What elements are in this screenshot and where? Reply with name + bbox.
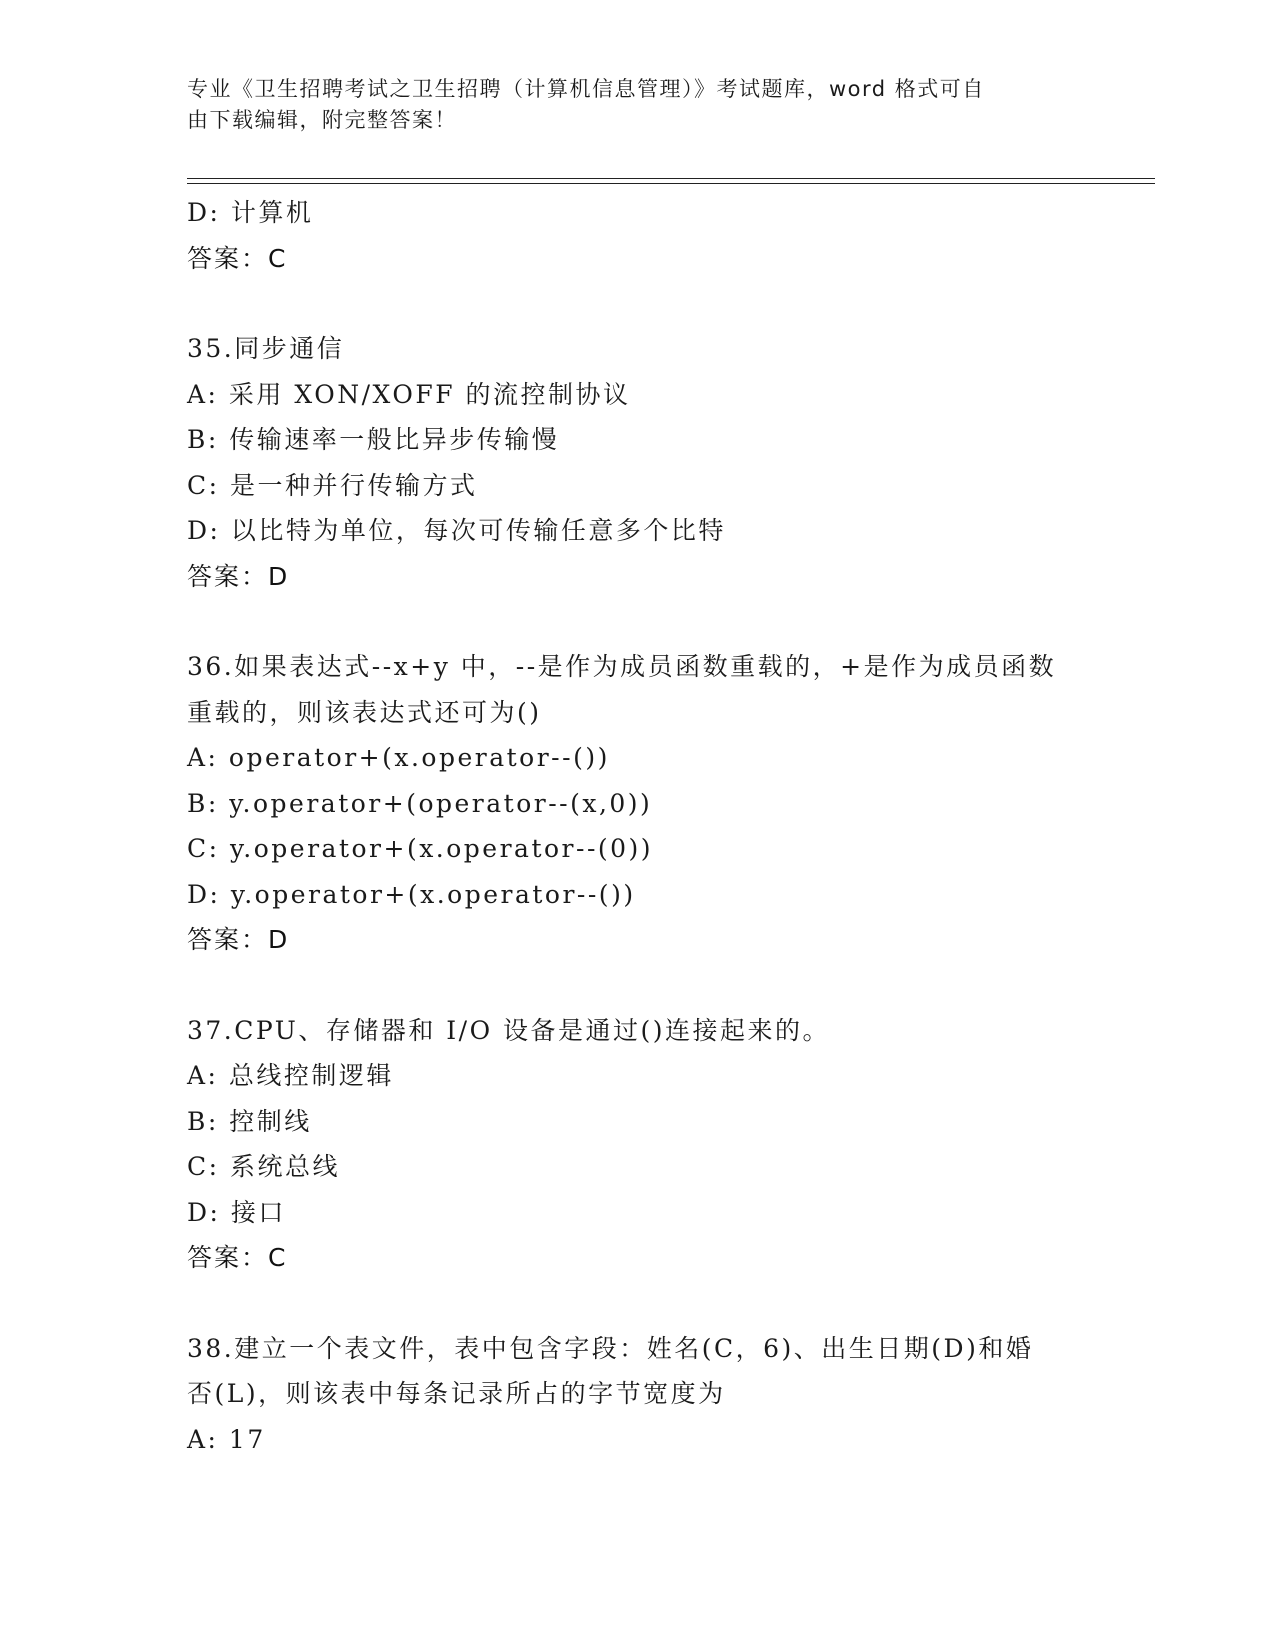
option-line: B: 传输速率一般比异步传输慢 bbox=[187, 425, 560, 454]
question-block bbox=[187, 644, 1087, 963]
question-block bbox=[187, 190, 1087, 281]
option-line: D: 计算机 bbox=[187, 198, 314, 227]
document-header bbox=[187, 74, 1067, 136]
option-line: B: 控制线 bbox=[187, 1106, 312, 1136]
option-line: C: 是一种并行传输方式 bbox=[187, 470, 478, 500]
header-line-2: 由下载编辑，附完整答案！ bbox=[187, 108, 457, 132]
question-stem: 38.建立一个表文件，表中包含字段：姓名(C，6)、出生日期(D)和婚 bbox=[187, 1333, 1034, 1363]
question-block bbox=[187, 1326, 1087, 1463]
answer-line: 答案：D bbox=[187, 561, 290, 591]
option-line: D: y.operator+(x.operator--()) bbox=[187, 879, 636, 909]
header-divider-top bbox=[187, 178, 1155, 179]
answer-line: 答案：D bbox=[187, 925, 290, 954]
answer-line: 答案：C bbox=[187, 243, 288, 273]
question-block bbox=[187, 326, 1087, 599]
option-line: A: 总线控制逻辑 bbox=[187, 1061, 394, 1090]
question-stem: 35.同步通信 bbox=[187, 334, 345, 363]
option-line: C: y.operator+(x.operator--(0)) bbox=[187, 834, 654, 863]
option-line: D: 接口 bbox=[187, 1197, 286, 1227]
answer-line: 答案：C bbox=[187, 1243, 288, 1272]
option-line: A: 采用 XON/XOFF 的流控制协议 bbox=[187, 379, 631, 409]
question-stem: 36.如果表达式--x+y 中，--是作为成员函数重载的，+是作为成员函数 bbox=[187, 652, 1057, 681]
question-stem-continued: 重载的，则该表达式还可为() bbox=[187, 697, 542, 727]
header-line-1: 专业《卫生招聘考试之卫生招聘（计算机信息管理）》考试题库，word 格式可自 bbox=[187, 77, 985, 101]
option-line: A: 17 bbox=[187, 1424, 266, 1454]
header-divider-bottom bbox=[187, 183, 1155, 184]
question-block bbox=[187, 1008, 1087, 1281]
option-line: A: operator+(x.operator--()) bbox=[187, 743, 610, 772]
option-line: D: 以比特为单位，每次可传输任意多个比特 bbox=[187, 516, 726, 545]
option-line: B: y.operator+(operator--(x,0)) bbox=[187, 788, 653, 818]
question-stem-continued: 否(L)，则该表中每条记录所占的字节宽度为 bbox=[187, 1379, 726, 1408]
question-stem: 37.CPU、存储器和 I/O 设备是通过()连接起来的。 bbox=[187, 1015, 831, 1045]
option-line: C: 系统总线 bbox=[187, 1152, 340, 1181]
question-list bbox=[187, 190, 1087, 1462]
